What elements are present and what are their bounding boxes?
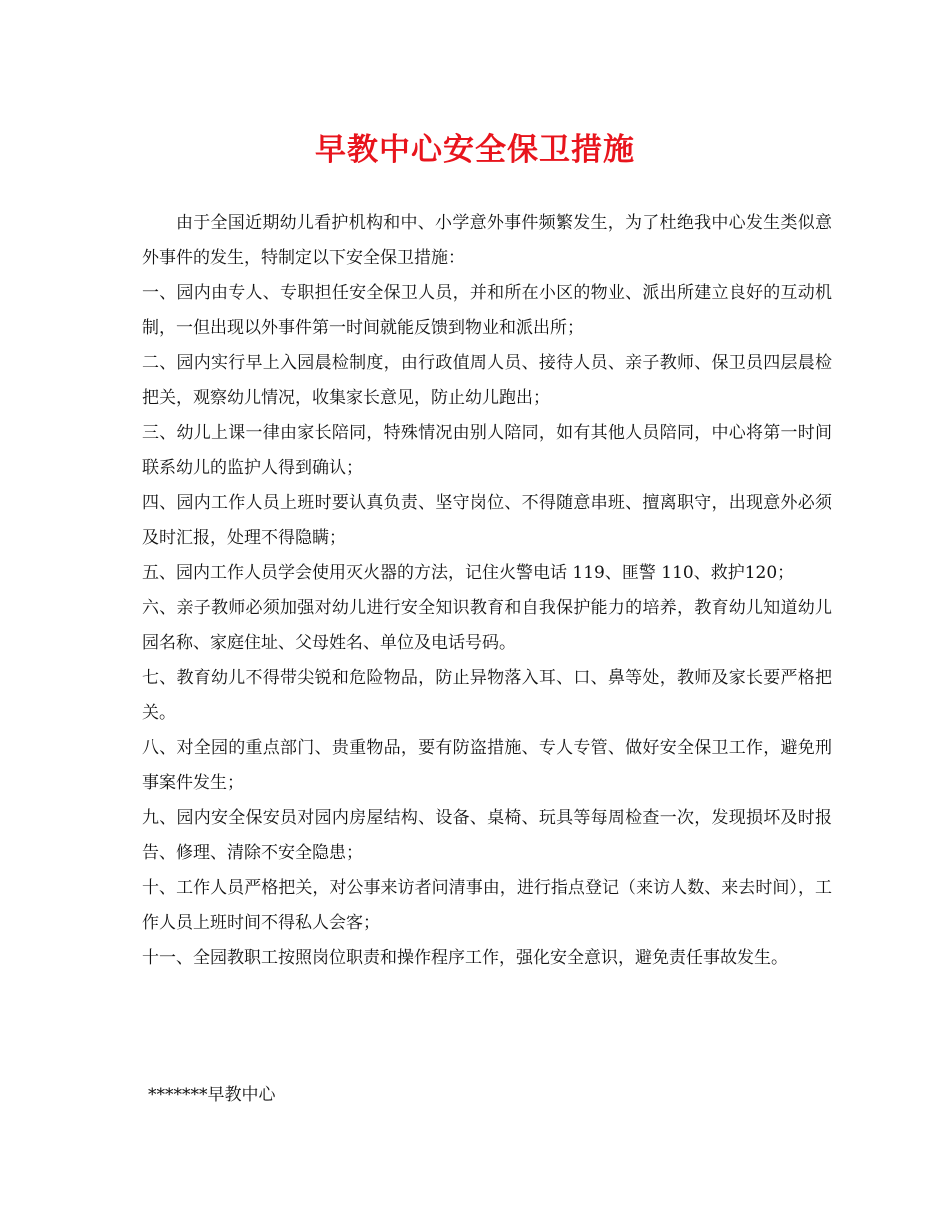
measure-item-4: 四、园内工作人员上班时要认真负责、坚守岗位、不得随意串班、擅离职守，出现意外必须及时汇报，处理不得隐瞒； — [142, 493, 832, 548]
measure-item-6: 六、亲子教师必须加强对幼儿进行安全知识教育和自我保护能力的培养，教育幼儿知道幼儿园名称、家庭住址、父母姓名、单位及电话号码。 — [142, 598, 832, 653]
measure-item-8: 八、对全园的重点部门、贵重物品，要有防盗措施、专人专管、做好安全保卫工作，避免刑事案件发生； — [142, 738, 832, 793]
measure-item-11: 十一、全园教职工按照岗位职责和操作程序工作，强化安全意识，避免责任事故发生。 — [142, 948, 788, 968]
measure-item-2: 二、园内实行早上入园晨检制度，由行政值周人员、接待人员、亲子教师、保卫员四层晨检把关，观察幼儿情况，收集家长意见，防止幼儿跑出； — [142, 353, 832, 408]
measure-item-3: 三、幼儿上课一律由家长陪同，特殊情况由别人陪同，如有其他人员陪同，中心将第一时间联系幼儿的监护人得到确认； — [142, 423, 832, 478]
measure-item-5: 五、园内工作人员学会使用灭火器的方法，记住火警电话 119、匪警 110、救护120； — [142, 563, 795, 583]
signature-line: *******早教中心 — [148, 1085, 276, 1105]
measure-item-10: 十、工作人员严格把关，对公事来访者问清事由，进行指点登记（来访人数、来去时间），工作人员上班时间不得私人会客； — [142, 878, 832, 933]
document-body — [142, 206, 832, 976]
measure-item-9: 九、园内安全保安员对园内房屋结构、设备、桌椅、玩具等每周检查一次，发现损坏及时报告、修理、清除不安全隐患； — [142, 808, 832, 863]
measure-item-1: 一、园内由专人、专职担任安全保卫人员，并和所在小区的物业、派出所建立良好的互动机制，一但出现以外事件第一时间就能反馈到物业和派出所； — [142, 283, 832, 338]
intro-paragraph: 由于全国近期幼儿看护机构和中、小学意外事件频繁发生，为了杜绝我中心发生类似意外事件的发生，特制定以下安全保卫措施： — [142, 213, 832, 268]
document-title: 早教中心安全保卫措施 — [315, 132, 635, 168]
measure-item-7: 七、教育幼儿不得带尖锐和危险物品，防止异物落入耳、口、鼻等处，教师及家长要严格把关。 — [142, 668, 832, 723]
